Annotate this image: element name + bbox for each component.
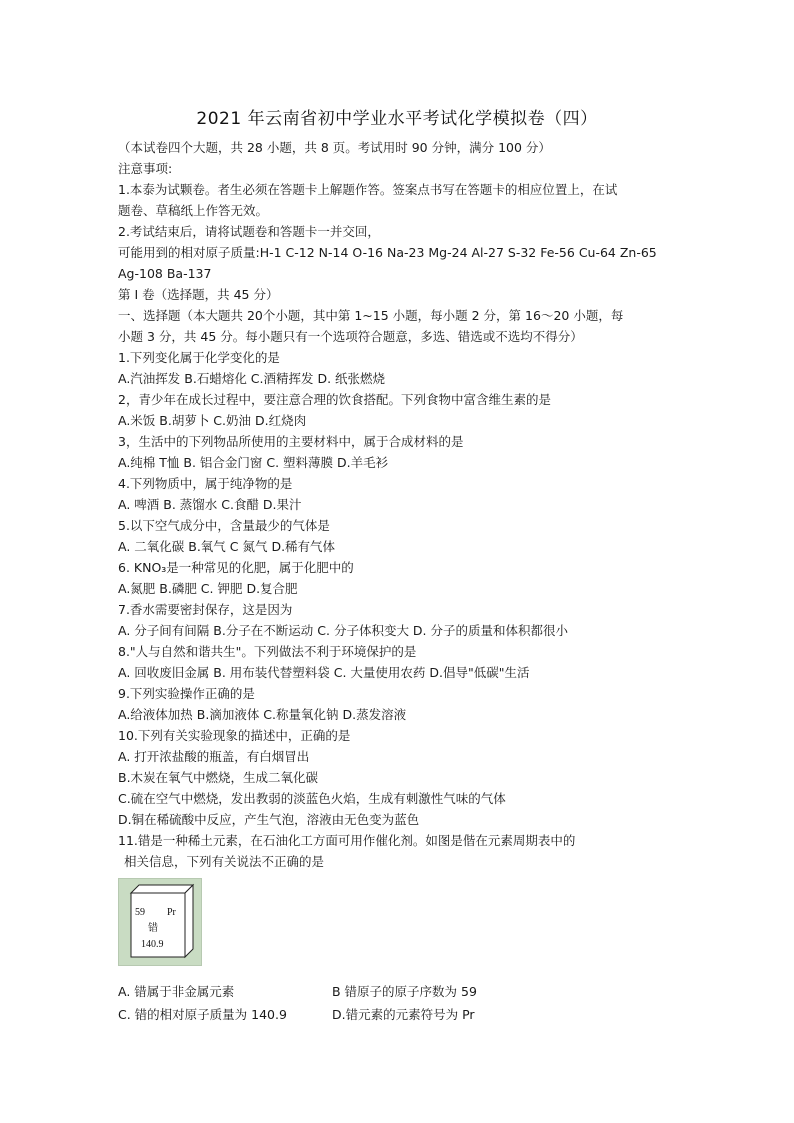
question-10-option-b: B.木炭在氧气中燃烧，生成二氧化碳 xyxy=(118,770,319,785)
question-2: 2，青少年在成长过程中，要注意合理的饮食搭配。下列食物中富含维生素的是 xyxy=(118,392,551,407)
element-figure xyxy=(118,872,698,980)
element-atomic-number: 59 xyxy=(135,907,145,918)
question-9-options: A.给液体加热 B.滴加液体 C.称量氧化钠 D.蒸发溶液 xyxy=(118,707,407,722)
question-11-cont: 相关信息，下列有关说法不正确的是 xyxy=(124,854,325,869)
atomic-masses: 可能用到的相对原子质量:H-1 C-12 N-14 O-16 Na-23 Mg-24 Al-27 S-32 Fe-56 Cu-64 Zn-65 xyxy=(118,245,657,260)
notice-heading: 注意事项: xyxy=(118,161,173,176)
element-tile-cube xyxy=(119,879,201,965)
atomic-masses-cont: Ag-108 Ba-137 xyxy=(118,266,212,281)
question-5-options: A. 二氧化碳 B.氧气 C 氮气 D.稀有气体 xyxy=(118,539,336,554)
question-4: 4.下列物质中，属于纯净物的是 xyxy=(118,476,293,491)
question-3-options: A.纯棉 T恤 B. 铝合金门窗 C. 塑料薄膜 D.羊毛衫 xyxy=(118,455,389,470)
question-10-option-a: A. 打开浓盐酸的瓶盖，有白烟冒出 xyxy=(118,749,310,764)
element-tile-background xyxy=(118,878,202,966)
question-10: 10.下列有关实验现象的描述中，正确的是 xyxy=(118,728,351,743)
question-11-options-row-1 xyxy=(118,980,698,1003)
notice-2: 2.考试结束后，请将试题卷和答题卡一并交回， xyxy=(118,224,380,239)
question-11-option-a: A. 错属于非金属元素 xyxy=(118,984,235,999)
element-name: 错 xyxy=(148,923,158,934)
section-1-instructions: 一、选择题（本大题共 20个小题，其中第 1~15 小题，每小题 2 分，第 16～20 小题，每 xyxy=(118,308,624,323)
question-11-option-b: B 错原子的原子序数为 59 xyxy=(332,984,477,999)
question-4-options: A. 啤酒 B. 蒸馏水 C.食醋 D.果汁 xyxy=(118,497,302,512)
question-7: 7.香水需要密封保存，这是因为 xyxy=(118,602,293,617)
question-11-options-row-2 xyxy=(118,1003,698,1026)
question-10-option-d: D.铜在稀硫酸中反应，产生气泡，溶液由无色变为蓝色 xyxy=(118,812,420,827)
section-1-instructions-cont: 小题 3 分，共 45 分。每小题只有一个选项符合题意，多选、错选或不选均不得分） xyxy=(118,329,583,344)
question-1-options: A.汽油挥发 B.石蜡熔化 C.酒精挥发 D. 纸张燃烧 xyxy=(118,371,386,386)
question-11: 11.错是一种稀土元素，在石油化工方面可用作催化剂。如图是偕在元素周期表中的 xyxy=(118,833,576,848)
question-10-option-c: C.硫在空气中燃烧，发出教弱的淡蓝色火焰，生成有刺激性气味的气体 xyxy=(118,791,506,806)
question-11-option-c: C. 错的相对原子质量为 140.9 xyxy=(118,1007,287,1022)
question-2-options: A.米饭 B.胡萝卜 C.奶油 D.红烧肉 xyxy=(118,413,307,428)
question-7-options: A. 分子间有间隔 B.分子在不断运动 C. 分子体积变大 D. 分子的质量和体积都很小 xyxy=(118,623,568,638)
element-mass: 140.9 xyxy=(141,939,164,950)
element-symbol: Pr xyxy=(167,907,176,918)
question-8: 8."人与自然和谐共生"。下列做法不利于环境保护的是 xyxy=(118,644,417,659)
notice-1-cont: 题卷、草稿纸上作答无效。 xyxy=(118,203,269,218)
question-9: 9.下列实验操作正确的是 xyxy=(118,686,255,701)
notice-1: 1.本泰为试颗卷。者生必须在答题卡上解题作答。签案点书写在答题卡的相应位置上，在试 xyxy=(118,182,618,197)
question-8-options: A. 回收废旧金属 B. 用布装代替塑料袋 C. 大量使用农药 D.倡导"低碳"生活 xyxy=(118,665,530,680)
question-11-option-d: D.错元素的元素符号为 Pr xyxy=(332,1007,475,1022)
question-5: 5.以下空气成分中，含量最少的气体是 xyxy=(118,518,330,533)
question-3: 3，生活中的下列物品所使用的主要材料中，属于合成材料的是 xyxy=(118,434,464,449)
question-1: 1.下列变化属于化学变化的是 xyxy=(118,350,280,365)
question-6: 6. KNO₃是一种常见的化肥，属于化肥中的 xyxy=(118,560,354,575)
exam-title: 2021 年云南省初中学业水平考试化学模拟卷（四） xyxy=(196,109,598,129)
exam-info: （本试卷四个大题，共 28 小题，共 8 页。考试用时 90 分钟，满分 100 分） xyxy=(118,140,551,155)
part-1-heading: 第 I 卷（选择题，共 45 分） xyxy=(118,287,279,302)
question-6-options: A.氮肥 B.磷肥 C. 钾肥 D.复合肥 xyxy=(118,581,298,596)
exam-body xyxy=(118,137,698,1026)
